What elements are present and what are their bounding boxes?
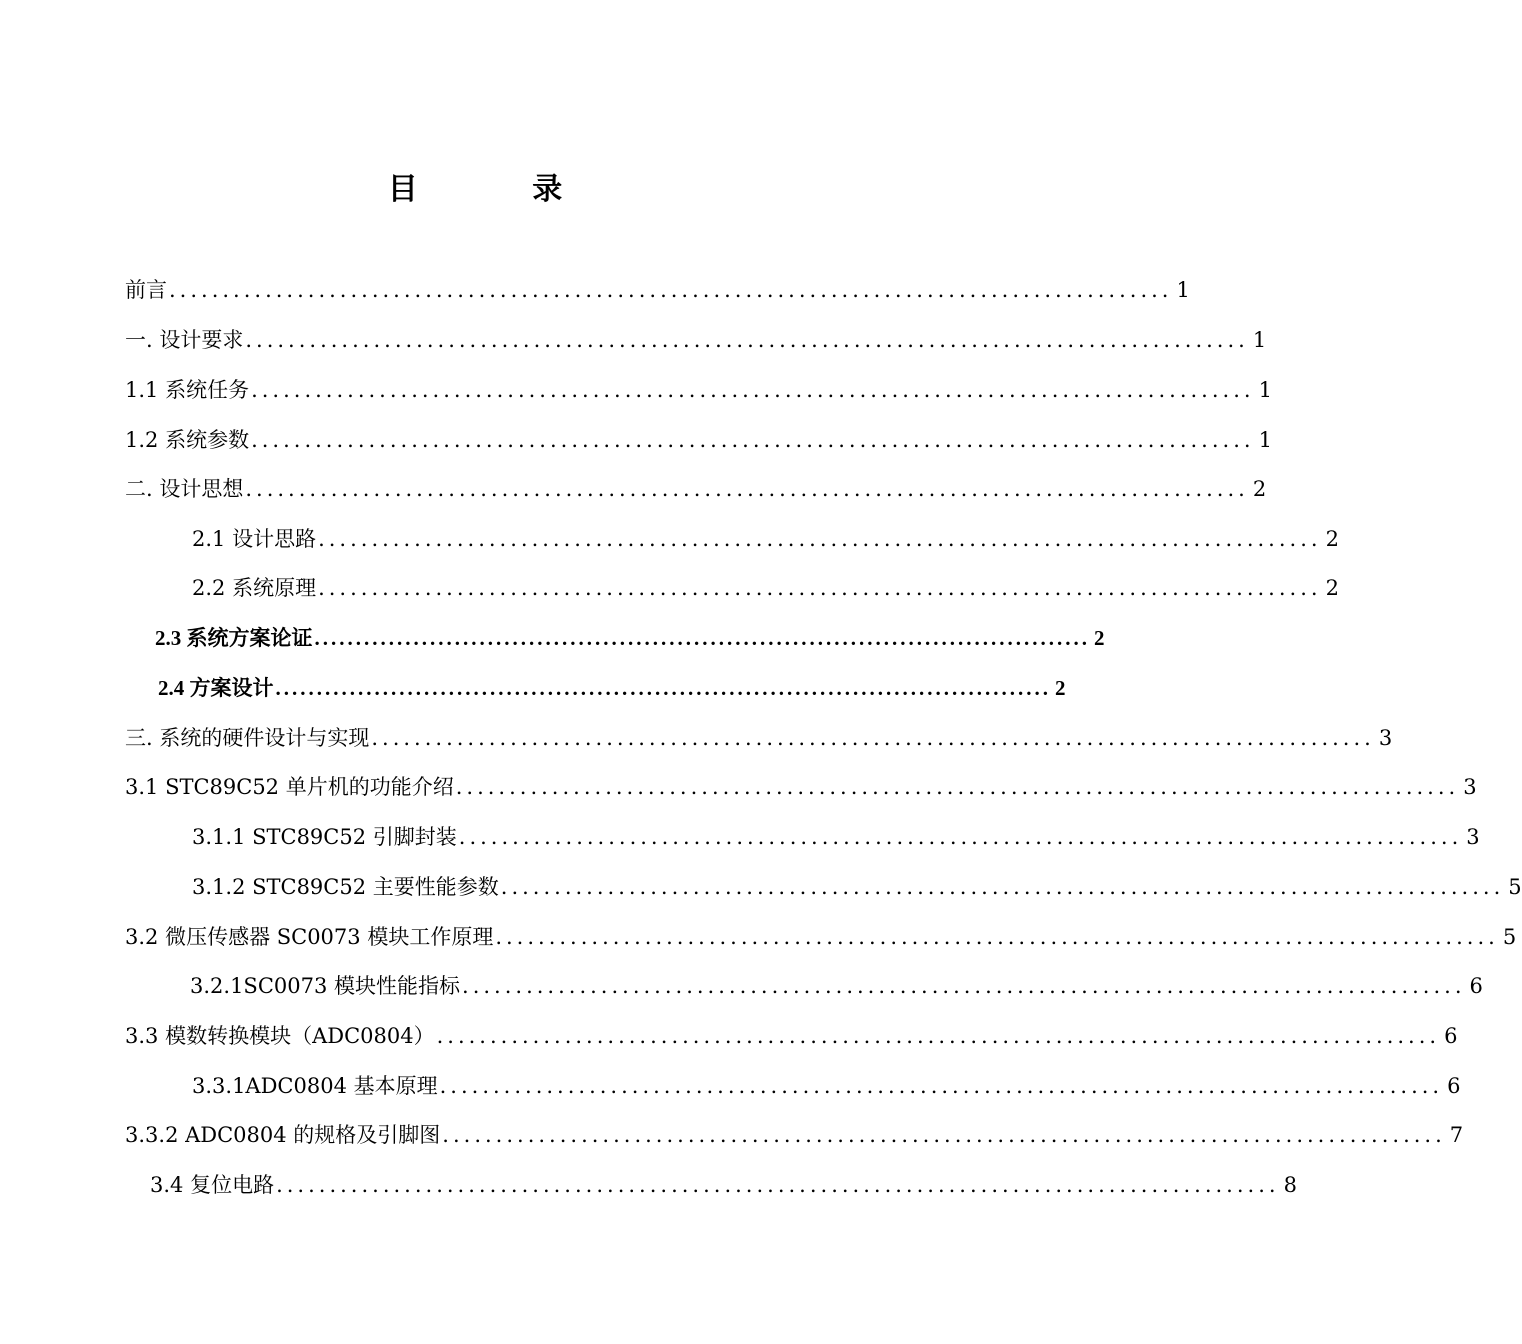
toc-entry-page: 2 <box>1094 626 1105 650</box>
toc-entry-page: 2 <box>1055 676 1066 700</box>
toc-entry[interactable] <box>192 865 1522 909</box>
toc-entry-label: 3.1.1 STC89C52 引脚封装 <box>192 825 457 849</box>
toc-leader-dots: .............................................................................................. <box>251 378 1255 402</box>
page-title: 目 录 <box>387 172 615 207</box>
toc-entry[interactable] <box>125 418 1272 462</box>
toc-entry[interactable] <box>150 1163 1297 1207</box>
toc-leader-dots: .............................................................................................. <box>436 1024 1441 1048</box>
toc-entry-label: 3.3.2 ADC0804 的规格及引脚图 <box>125 1123 441 1147</box>
toc-leader-dots: .............................................................................................. <box>462 974 1466 998</box>
toc-leader-dots: .............................................................................................. <box>275 676 1051 700</box>
toc-entry-label: 2.4 方案设计 <box>158 676 274 700</box>
toc-entry-page: 6 <box>1469 974 1483 998</box>
toc-leader-dots: .............................................................................................. <box>169 278 1173 302</box>
toc-entry[interactable] <box>155 616 1105 660</box>
toc-leader-dots: .............................................................................................. <box>245 477 1249 501</box>
toc-entry-label: 2.1 设计思路 <box>192 527 317 551</box>
toc-entry-page: 7 <box>1449 1123 1464 1147</box>
toc-entry[interactable] <box>192 517 1339 561</box>
toc-leader-dots: .............................................................................................. <box>245 328 1249 352</box>
toc-entry-page: 1 <box>1258 378 1272 402</box>
toc-entry-label: 3.2 微压传感器 SC0073 模块工作原理 <box>125 925 494 949</box>
toc-entry-page: 3 <box>1463 775 1477 799</box>
toc-entry-page: 2 <box>1252 477 1267 501</box>
toc-entry-page: 1 <box>1176 278 1190 302</box>
toc-leader-dots: .............................................................................................. <box>314 626 1090 650</box>
toc-entry-label: 一. 设计要求 <box>125 328 244 352</box>
toc-entry[interactable] <box>190 964 1483 1008</box>
toc-entry-label: 1.2 系统参数 <box>125 428 250 452</box>
toc-leader-dots: .............................................................................................. <box>439 1074 1444 1098</box>
toc-leader-dots: .............................................................................................. <box>318 576 1322 600</box>
toc-entry-page: 3 <box>1466 825 1480 849</box>
toc-entry[interactable] <box>192 1064 1461 1108</box>
toc-entry-label: 3.2.1SC0073 模块性能指标 <box>190 974 461 998</box>
toc-entry[interactable] <box>125 318 1267 362</box>
toc-leader-dots: .............................................................................................. <box>251 428 1255 452</box>
toc-entry-page: 1 <box>1252 328 1267 352</box>
toc-entry[interactable] <box>125 1113 1464 1157</box>
toc-entry-page: 2 <box>1325 527 1339 551</box>
toc-leader-dots: .............................................................................................. <box>442 1123 1446 1147</box>
toc-entry-label: 3.3.1ADC0804 基本原理 <box>192 1074 438 1098</box>
toc-entry[interactable] <box>192 815 1480 859</box>
toc-entry-label: 前言 <box>125 278 167 302</box>
toc-entry-page: 5 <box>1508 875 1522 899</box>
toc-entry-label: 二. 设计思想 <box>125 477 244 501</box>
toc-entry-page: 1 <box>1258 428 1272 452</box>
toc-entry-label: 3.1.2 STC89C52 主要性能参数 <box>192 875 499 899</box>
toc-entry-page: 5 <box>1502 925 1517 949</box>
toc-leader-dots: .............................................................................................. <box>276 1173 1280 1197</box>
toc-entry-label: 2.2 系统原理 <box>192 576 317 600</box>
toc-entry-label: 1.1 系统任务 <box>125 378 250 402</box>
toc-entry[interactable] <box>158 666 1066 710</box>
toc-leader-dots: .............................................................................................. <box>458 825 1463 849</box>
toc-leader-dots: .............................................................................................. <box>371 726 1375 750</box>
toc-entry-label: 3.3 模数转换模块（ADC0804） <box>125 1024 435 1048</box>
toc-entry-page: 6 <box>1447 1074 1461 1098</box>
toc-leader-dots: .............................................................................................. <box>495 925 1499 949</box>
toc-entry[interactable] <box>125 915 1517 959</box>
toc-leader-dots: .............................................................................................. <box>455 775 1460 799</box>
toc-entry-label: 2.3 系统方案论证 <box>155 626 313 650</box>
toc-entry-label: 3.1 STC89C52 单片机的功能介绍 <box>125 775 454 799</box>
toc-entry-page: 6 <box>1444 1024 1458 1048</box>
toc-entry[interactable] <box>125 467 1267 511</box>
toc-leader-dots: .............................................................................................. <box>318 527 1322 551</box>
toc-leader-dots: .............................................................................................. <box>500 875 1505 899</box>
toc-entry-page: 8 <box>1283 1173 1297 1197</box>
toc-entry[interactable] <box>125 765 1477 809</box>
toc-entry[interactable] <box>192 566 1339 610</box>
toc-entry-page: 2 <box>1325 576 1339 600</box>
toc-entry-page: 3 <box>1378 726 1393 750</box>
toc-entry[interactable] <box>125 268 1190 312</box>
toc-entry[interactable] <box>125 716 1393 760</box>
toc-entry-label: 3.4 复位电路 <box>150 1173 275 1197</box>
toc-entry[interactable] <box>125 1014 1458 1058</box>
toc-entry[interactable] <box>125 368 1272 412</box>
toc-entry-label: 三. 系统的硬件设计与实现 <box>125 726 370 750</box>
